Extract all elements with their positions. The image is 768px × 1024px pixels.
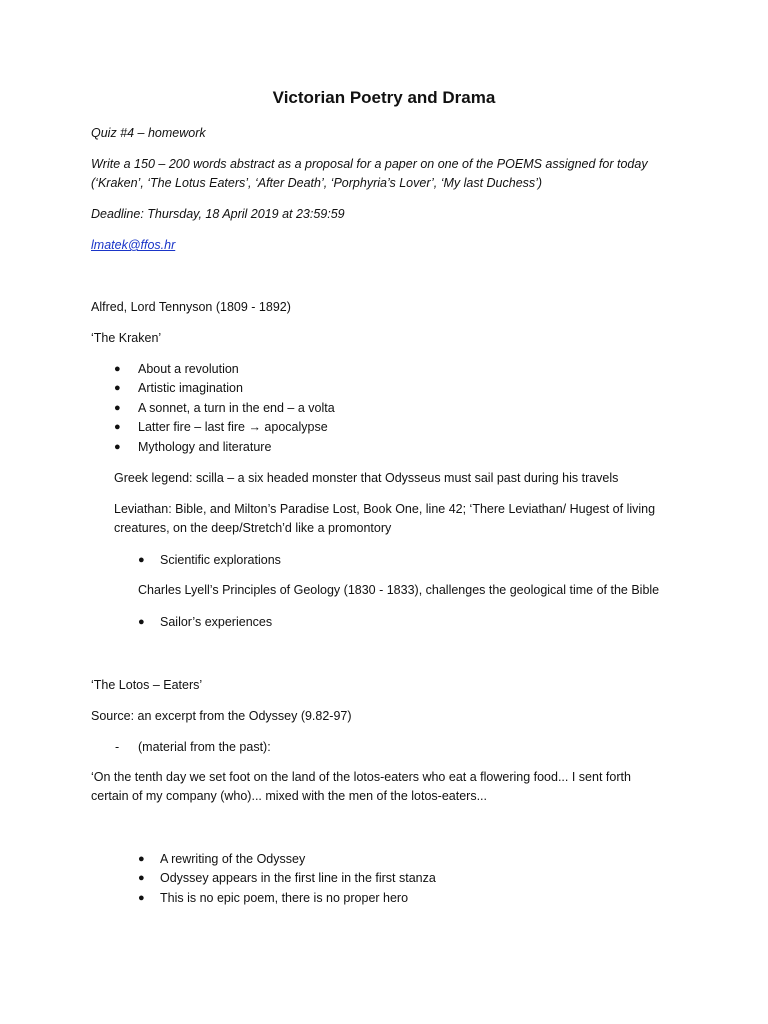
kraken-heading: ‘The Kraken’ xyxy=(91,331,162,345)
leviathan-note-line-1: Leviathan: Bible, and Milton’s Paradise Lost, Book One, line 42; ‘There Leviathan/ Hugest of living xyxy=(114,502,656,516)
list-item: A sonnet, a turn in the end – a volta xyxy=(138,401,335,415)
bullet-icon: ● xyxy=(138,892,145,904)
bullet-icon: ● xyxy=(114,441,121,453)
odyssey-quote-line-2: certain of my company (who)... mixed with the men of the lotos-eaters... xyxy=(91,789,487,803)
author-heading: Alfred, Lord Tennyson (1809 - 1892) xyxy=(91,300,291,314)
list-item: This is no epic poem, there is no proper hero xyxy=(160,891,409,905)
lotos-source: Source: an excerpt from the Odyssey (9.82-97) xyxy=(91,709,352,723)
list-item: Latter fire – last fire → apocalypse xyxy=(138,420,328,434)
list-item: Mythology and literature xyxy=(138,440,272,454)
quiz-instruction-line-1: Write a 150 – 200 words abstract as a proposal for a paper on one of the POEMS assigned for today xyxy=(91,157,648,171)
page-title: Victorian Poetry and Drama xyxy=(272,88,496,107)
lyell-note: Charles Lyell’s Principles of Geology (1830 - 1833), challenges the geological time of the Bible xyxy=(138,583,660,597)
bullet-icon: ● xyxy=(138,554,145,566)
list-item: (material from the past): xyxy=(138,740,271,754)
list-item: About a revolution xyxy=(138,362,239,376)
quiz-label: Quiz #4 – homework xyxy=(91,126,206,140)
bullet-icon: ● xyxy=(138,872,145,884)
bullet-icon: ● xyxy=(114,421,121,433)
list-item: A rewriting of the Odyssey xyxy=(160,852,306,866)
lotos-heading: ‘The Lotos – Eaters’ xyxy=(91,678,203,692)
quiz-deadline: Deadline: Thursday, 18 April 2019 at 23:59:59 xyxy=(91,207,345,221)
list-item: Sailor’s experiences xyxy=(160,615,273,629)
bullet-icon: ● xyxy=(138,853,145,865)
email-link[interactable]: lmatek@ffos.hr xyxy=(91,238,176,252)
odyssey-quote-line-1: ‘On the tenth day we set foot on the land of the lotos-eaters who eat a flowering food... I sent forth xyxy=(91,770,631,784)
list-item: Odyssey appears in the first line in the first stanza xyxy=(160,871,436,885)
leviathan-note-line-2: creatures, on the deep/Stretch’d like a promontory xyxy=(114,521,392,535)
list-item: Artistic imagination xyxy=(138,381,243,395)
bullet-icon: ● xyxy=(114,382,121,394)
quiz-instruction-line-2: (‘Kraken’, ‘The Lotus Eaters’, ‘After Death’, ‘Porphyria’s Lover’, ‘My last Duchess’) xyxy=(91,176,543,190)
bullet-icon: ● xyxy=(114,402,121,414)
list-item: Scientific explorations xyxy=(160,553,281,567)
dash-marker: - xyxy=(115,740,120,754)
greek-legend-note: Greek legend: scilla – a six headed monster that Odysseus must sail past during his travels xyxy=(114,471,619,485)
bullet-icon: ● xyxy=(114,363,121,375)
bullet-icon: ● xyxy=(138,616,145,628)
